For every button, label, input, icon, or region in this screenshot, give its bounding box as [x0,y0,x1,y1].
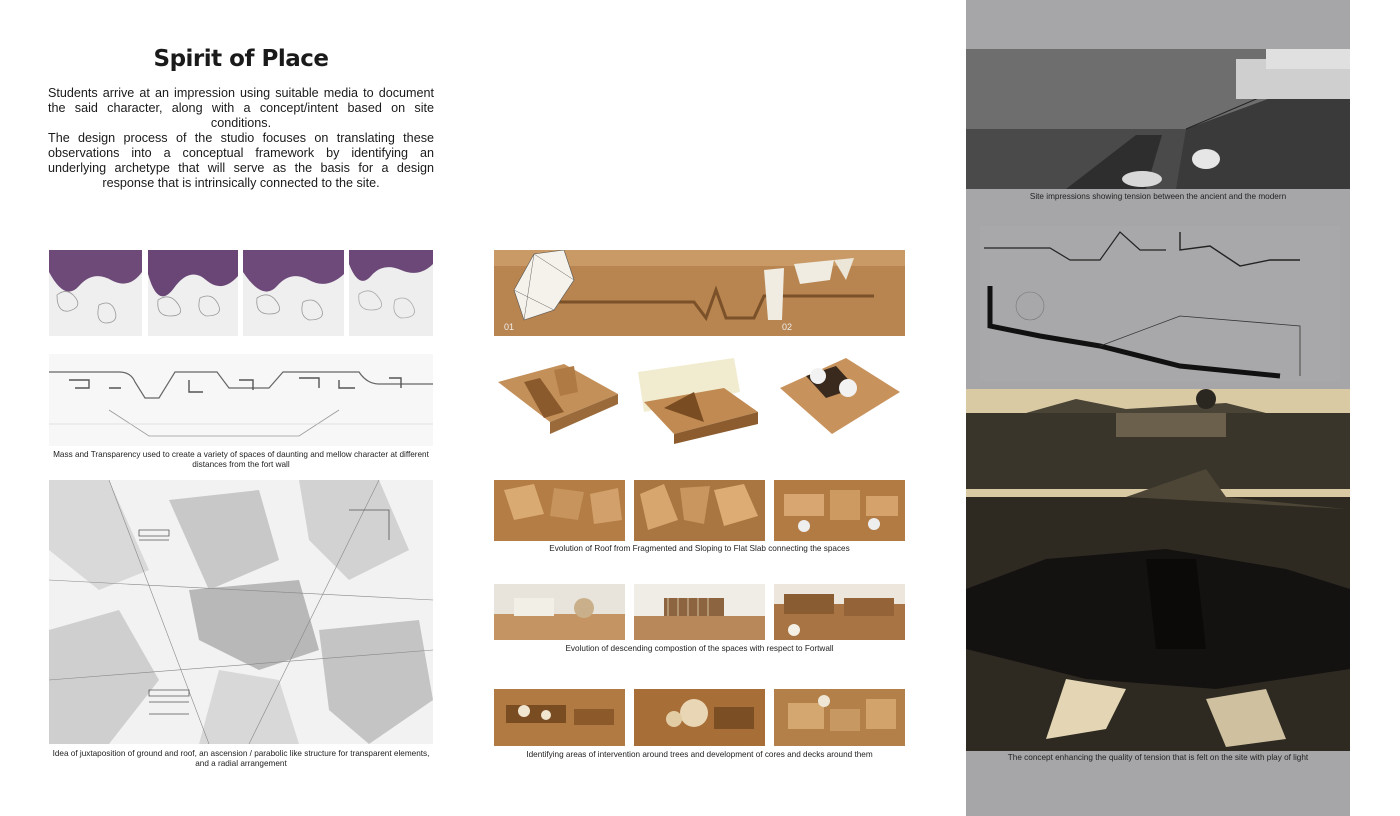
model-label-01: 01 [504,322,515,332]
caption-mass-transparency: Mass and Transparency used to create a variety of spaces of daunting and mellow character at different distances from the fort wall [53,450,429,469]
roof-evolution-3 [774,480,905,541]
page-title: Spirit of Place [153,46,329,72]
intro-text [48,86,434,191]
model-iso-1 [494,352,622,444]
caption-site-impression: Site impressions showing tension between the ancient and the modern [1029,192,1287,201]
model-iso-3 [776,352,904,444]
site-sketch-1 [49,250,142,336]
caption-roof-evolution: Evolution of Roof from Fragmented and Sloping to Flat Slab connecting the spaces [549,544,850,553]
site-impression-image [966,49,1350,189]
site-sketch-4 [349,250,433,336]
site-model-panorama [494,250,905,336]
intro-paragraph-1: Students arrive at an impression using suitable media to document the said character, along with a concept/intent based on site conditions. [48,86,434,130]
caption-descending: Evolution of descending compostion of the spaces with respect to Fortwall [565,644,834,653]
ground-roof-drawing [49,480,433,744]
descending-model-2 [634,584,765,640]
roof-evolution-2 [634,480,765,541]
tree-model-3 [774,689,905,746]
descending-model-3 [774,584,905,640]
roof-evolution-1 [494,480,625,541]
site-sketch-3 [243,250,344,336]
section-sketches [980,226,1340,381]
tree-model-1 [494,689,625,746]
intro-paragraph-2: The design process of the studio focuses on translating these observations into a conceptual framework by identifying an underlying archetype that will serve as the basis for a design response that is intrinsically connected to the site. [48,131,434,190]
model-iso-2 [634,352,762,444]
caption-concept: The concept enhancing the quality of tension that is felt on the site with play of light [1007,753,1309,762]
site-sketch-2 [148,250,238,336]
tree-model-2 [634,689,765,746]
descending-model-1 [494,584,625,640]
concept-render [966,389,1350,751]
caption-ground-roof: Idea of juxtaposition of ground and roof, an ascension / parabolic like structure for transparent elements, and a radial arrangement [52,749,430,768]
plan-sketch [49,354,433,446]
caption-trees: Identifying areas of intervention around trees and development of cores and decks around them [526,750,873,759]
model-label-02: 02 [782,322,793,332]
